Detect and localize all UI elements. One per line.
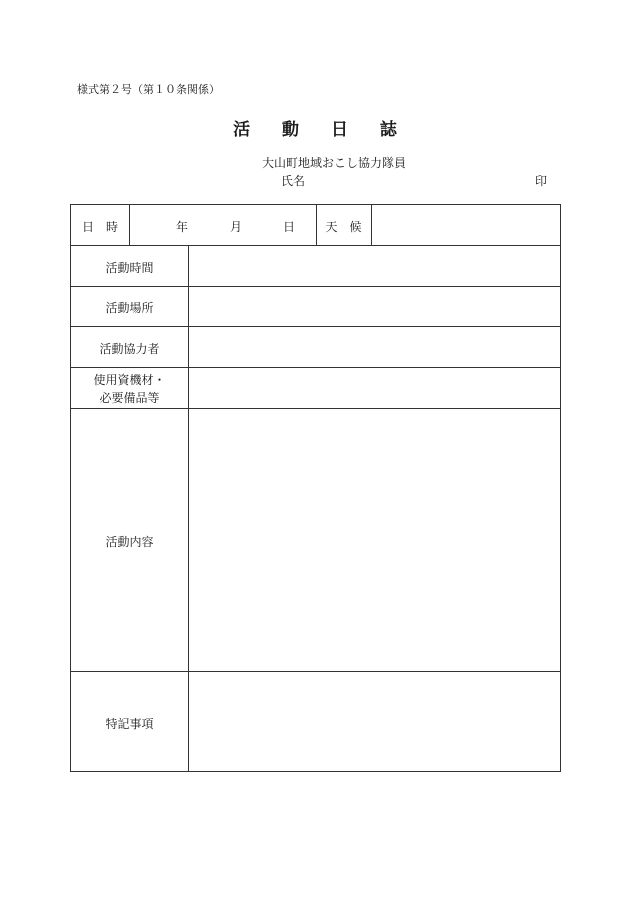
form-number: 様式第２号（第１０条関係） <box>77 83 220 96</box>
activity-content-field[interactable] <box>189 409 560 671</box>
column-divider <box>129 205 130 245</box>
seal-mark: 印 <box>535 174 548 188</box>
equipment-label-line1: 使用資機材・ <box>93 373 166 387</box>
activity-place-field[interactable] <box>189 287 560 326</box>
special-notes-field[interactable] <box>189 672 560 771</box>
activity-time-field[interactable] <box>189 246 560 286</box>
collaborators-field[interactable] <box>189 327 560 367</box>
document-title: 活 動 日 誌 <box>233 120 410 140</box>
date-label: 日 時 <box>81 220 118 234</box>
equipment-label-line2: 必要備品等 <box>99 391 160 405</box>
activity-log-table <box>70 204 561 772</box>
activity-time-label: 活動時間 <box>105 261 154 275</box>
weather-field[interactable] <box>372 205 560 245</box>
activity-content-label: 活動内容 <box>105 535 154 549</box>
collaborators-label: 活動協力者 <box>99 342 160 356</box>
activity-place-label: 活動場所 <box>105 301 154 315</box>
weather-label: 天 候 <box>325 220 362 234</box>
month-label: 月 <box>229 220 242 234</box>
name-label: 氏名 <box>281 174 306 188</box>
equipment-field[interactable] <box>189 368 560 408</box>
year-label: 年 <box>175 220 188 234</box>
special-notes-label: 特記事項 <box>105 717 154 731</box>
affiliation-label: 大山町地域おこし協力隊員 <box>262 156 407 170</box>
day-label: 日 <box>282 220 295 234</box>
